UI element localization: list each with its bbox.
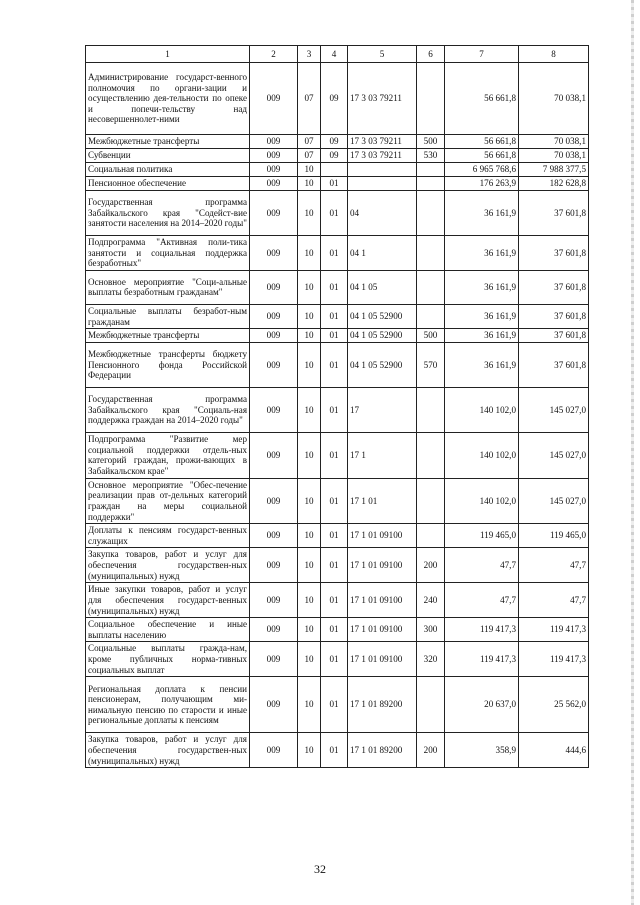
- row-amount-first-year: 140 102,0: [445, 433, 519, 479]
- row-subsection-code: 09: [321, 135, 348, 149]
- row-amount-first-year: 36 161,9: [445, 236, 519, 271]
- table-row: [86, 618, 589, 642]
- row-amount-first-year: 36 161,9: [445, 343, 519, 388]
- row-expense-type-code: 500: [417, 329, 445, 343]
- table-row: [86, 177, 589, 191]
- row-name: Межбюджетные трансферты: [86, 329, 250, 343]
- row-section-code: 10: [298, 270, 321, 304]
- row-subsection-code: 01: [321, 677, 348, 733]
- table-row: [86, 163, 589, 177]
- row-amount-first-year: 20 637,0: [445, 677, 519, 733]
- row-expense-type-code: [417, 478, 445, 524]
- row-section-code: 10: [298, 548, 321, 583]
- row-expense-type-code: [417, 677, 445, 733]
- row-amount-first-year: 140 102,0: [445, 478, 519, 524]
- row-amount-second-year: 119 417,3: [519, 642, 589, 677]
- row-name: Иные закупки товаров, работ и услуг для обеспечения государст-венных (муниципальных) нужд: [86, 583, 250, 618]
- row-section-code: 10: [298, 677, 321, 733]
- row-name: Основное мероприятие "Обес-печение реализации прав от-дельных категорий граждан на меры социальной поддержки": [86, 478, 250, 524]
- row-section-code: 10: [298, 388, 321, 433]
- row-name: Основное мероприятие "Соци-альные выплаты безработным гражданам": [86, 270, 250, 304]
- row-amount-first-year: 47,7: [445, 583, 519, 618]
- row-amount-first-year: 176 263,9: [445, 177, 519, 191]
- row-amount-second-year: 70 038,1: [519, 149, 589, 163]
- row-target-code: 17 1 01 09100: [348, 642, 417, 677]
- row-target-code: 17 1 01 09100: [348, 583, 417, 618]
- row-ministry-code: 009: [250, 343, 298, 388]
- row-target-code: 04 1 05 52900: [348, 329, 417, 343]
- row-target-code: 17 1 01 09100: [348, 618, 417, 642]
- row-ministry-code: 009: [250, 583, 298, 618]
- row-amount-first-year: 56 661,8: [445, 149, 519, 163]
- row-target-code: 17 1 01 89200: [348, 677, 417, 733]
- row-amount-first-year: 358,9: [445, 733, 519, 768]
- row-ministry-code: 009: [250, 191, 298, 236]
- row-ministry-code: 009: [250, 236, 298, 271]
- row-section-code: 10: [298, 642, 321, 677]
- row-target-code: 17: [348, 388, 417, 433]
- table-row: [86, 433, 589, 479]
- row-amount-second-year: 182 628,8: [519, 177, 589, 191]
- row-name: Социальные выплаты безработ-ным гражданам: [86, 304, 250, 328]
- row-ministry-code: 009: [250, 270, 298, 304]
- page-scan-edge: [631, 0, 634, 905]
- row-subsection-code: 01: [321, 524, 348, 548]
- row-ministry-code: 009: [250, 304, 298, 328]
- row-ministry-code: 009: [250, 478, 298, 524]
- row-name: Субвенции: [86, 149, 250, 163]
- row-name: Социальное обеспечение и иные выплаты населению: [86, 618, 250, 642]
- header-col-7: 7: [445, 46, 519, 63]
- table-row: [86, 642, 589, 677]
- row-amount-second-year: 47,7: [519, 548, 589, 583]
- row-ministry-code: 009: [250, 642, 298, 677]
- row-name: Межбюджетные трансферты: [86, 135, 250, 149]
- header-col-5: 5: [348, 46, 417, 63]
- row-amount-first-year: 119 417,3: [445, 618, 519, 642]
- row-amount-second-year: 25 562,0: [519, 677, 589, 733]
- row-expense-type-code: 530: [417, 149, 445, 163]
- row-subsection-code: 01: [321, 236, 348, 271]
- row-section-code: 10: [298, 478, 321, 524]
- table-row: [86, 270, 589, 304]
- row-subsection-code: 01: [321, 478, 348, 524]
- table-row: [86, 329, 589, 343]
- row-expense-type-code: [417, 388, 445, 433]
- row-amount-second-year: 145 027,0: [519, 478, 589, 524]
- row-ministry-code: 009: [250, 433, 298, 479]
- row-expense-type-code: 300: [417, 618, 445, 642]
- row-section-code: 07: [298, 63, 321, 135]
- row-amount-first-year: 119 417,3: [445, 642, 519, 677]
- table-row: [86, 191, 589, 236]
- row-amount-first-year: 36 161,9: [445, 304, 519, 328]
- row-target-code: 04 1 05: [348, 270, 417, 304]
- row-name: Государственная программа Забайкальского края "Содейст-вие занятости населения на 2014–2020 годы": [86, 191, 250, 236]
- row-target-code: 17 1: [348, 433, 417, 479]
- row-section-code: 10: [298, 177, 321, 191]
- row-ministry-code: 009: [250, 618, 298, 642]
- row-subsection-code: [321, 163, 348, 177]
- row-section-code: 07: [298, 149, 321, 163]
- row-ministry-code: 009: [250, 135, 298, 149]
- header-col-3: 3: [298, 46, 321, 63]
- row-section-code: 10: [298, 236, 321, 271]
- row-expense-type-code: [417, 63, 445, 135]
- row-name: Социальные выплаты гражда-нам, кроме публичных норма-тивных социальных выплат: [86, 642, 250, 677]
- table-row: [86, 63, 589, 135]
- row-name: Подпрограмма "Развитие мер социальной поддержки отдель-ных категорий граждан, прожи-вающих в Забайкальском крае": [86, 433, 250, 479]
- row-target-code: 17 3 03 79211: [348, 135, 417, 149]
- row-ministry-code: 009: [250, 548, 298, 583]
- table-row: [86, 524, 589, 548]
- header-col-8: 8: [519, 46, 589, 63]
- row-amount-second-year: 70 038,1: [519, 135, 589, 149]
- row-amount-second-year: 145 027,0: [519, 433, 589, 479]
- row-target-code: [348, 163, 417, 177]
- row-amount-first-year: 47,7: [445, 548, 519, 583]
- row-ministry-code: 009: [250, 149, 298, 163]
- budget-table: [85, 45, 589, 768]
- row-section-code: 10: [298, 583, 321, 618]
- row-expense-type-code: 570: [417, 343, 445, 388]
- page-number: 32: [314, 862, 326, 876]
- row-target-code: 17 1 01 09100: [348, 548, 417, 583]
- table-row: [86, 478, 589, 524]
- table-header-row: [86, 46, 589, 63]
- row-subsection-code: 01: [321, 583, 348, 618]
- row-amount-second-year: 37 601,8: [519, 304, 589, 328]
- row-subsection-code: 01: [321, 548, 348, 583]
- row-target-code: 17 3 03 79211: [348, 63, 417, 135]
- row-name: Закупка товаров, работ и услуг для обеспечения государствен-ных (муниципальных) нужд: [86, 548, 250, 583]
- row-expense-type-code: 240: [417, 583, 445, 618]
- row-section-code: 10: [298, 329, 321, 343]
- table-row: [86, 135, 589, 149]
- row-amount-first-year: 36 161,9: [445, 270, 519, 304]
- row-amount-second-year: 47,7: [519, 583, 589, 618]
- row-name: Государственная программа Забайкальского края "Социаль-ная поддержка граждан на 2014–2020 годы": [86, 388, 250, 433]
- row-section-code: 07: [298, 135, 321, 149]
- row-name: Пенсионное обеспечение: [86, 177, 250, 191]
- row-section-code: 10: [298, 433, 321, 479]
- row-amount-first-year: 140 102,0: [445, 388, 519, 433]
- row-ministry-code: 009: [250, 524, 298, 548]
- row-name: Закупка товаров, работ и услуг для обеспечения государствен-ных (муниципальных) нужд: [86, 733, 250, 768]
- row-name: Подпрограмма "Активная поли-тика занятости и социальная поддержка безработных": [86, 236, 250, 271]
- row-target-code: 04 1 05 52900: [348, 304, 417, 328]
- row-expense-type-code: 200: [417, 548, 445, 583]
- row-expense-type-code: [417, 236, 445, 271]
- row-name: Социальная политика: [86, 163, 250, 177]
- row-subsection-code: 09: [321, 63, 348, 135]
- row-section-code: 10: [298, 304, 321, 328]
- row-expense-type-code: 500: [417, 135, 445, 149]
- table-row: [86, 343, 589, 388]
- row-amount-second-year: 37 601,8: [519, 191, 589, 236]
- row-amount-second-year: 119 465,0: [519, 524, 589, 548]
- header-col-1: 1: [86, 46, 250, 63]
- row-subsection-code: 01: [321, 618, 348, 642]
- row-section-code: 10: [298, 343, 321, 388]
- row-subsection-code: 01: [321, 304, 348, 328]
- row-expense-type-code: [417, 163, 445, 177]
- row-subsection-code: 01: [321, 191, 348, 236]
- row-amount-first-year: 36 161,9: [445, 191, 519, 236]
- row-subsection-code: 01: [321, 329, 348, 343]
- row-ministry-code: 009: [250, 677, 298, 733]
- table-row: [86, 304, 589, 328]
- row-subsection-code: 01: [321, 177, 348, 191]
- row-amount-second-year: 7 988 377,5: [519, 163, 589, 177]
- row-amount-first-year: 6 965 768,6: [445, 163, 519, 177]
- row-amount-second-year: 444,6: [519, 733, 589, 768]
- row-target-code: 17 1 01: [348, 478, 417, 524]
- row-target-code: 04 1: [348, 236, 417, 271]
- row-expense-type-code: 200: [417, 733, 445, 768]
- header-col-2: 2: [250, 46, 298, 63]
- table-row: [86, 677, 589, 733]
- row-expense-type-code: [417, 177, 445, 191]
- row-expense-type-code: [417, 433, 445, 479]
- row-amount-second-year: 37 601,8: [519, 236, 589, 271]
- budget-table-body: [86, 46, 589, 768]
- row-expense-type-code: [417, 270, 445, 304]
- row-expense-type-code: [417, 191, 445, 236]
- row-ministry-code: 009: [250, 63, 298, 135]
- row-expense-type-code: 320: [417, 642, 445, 677]
- table-row: [86, 583, 589, 618]
- row-section-code: 10: [298, 618, 321, 642]
- row-name: Региональная доплата к пенсии пенсионерам, получающим ми-нимальную пенсию по старости и иные региональные доплаты к пенсиям: [86, 677, 250, 733]
- row-section-code: 10: [298, 524, 321, 548]
- row-subsection-code: 01: [321, 733, 348, 768]
- row-name: Доплаты к пенсиям государст-венных служащих: [86, 524, 250, 548]
- row-section-code: 10: [298, 733, 321, 768]
- row-amount-second-year: 70 038,1: [519, 63, 589, 135]
- row-target-code: 04 1 05 52900: [348, 343, 417, 388]
- row-amount-second-year: 37 601,8: [519, 329, 589, 343]
- row-amount-second-year: 145 027,0: [519, 388, 589, 433]
- row-subsection-code: 01: [321, 270, 348, 304]
- row-section-code: 10: [298, 163, 321, 177]
- row-name: Межбюджетные трансферты бюджету Пенсионного фонда Российской Федерации: [86, 343, 250, 388]
- row-amount-second-year: 119 417,3: [519, 618, 589, 642]
- row-subsection-code: 01: [321, 343, 348, 388]
- row-ministry-code: 009: [250, 388, 298, 433]
- row-expense-type-code: [417, 524, 445, 548]
- row-amount-second-year: 37 601,8: [519, 270, 589, 304]
- row-target-code: 17 3 03 79211: [348, 149, 417, 163]
- row-amount-first-year: 56 661,8: [445, 63, 519, 135]
- row-ministry-code: 009: [250, 163, 298, 177]
- row-subsection-code: 01: [321, 388, 348, 433]
- row-target-code: 17 1 01 09100: [348, 524, 417, 548]
- row-expense-type-code: [417, 304, 445, 328]
- row-amount-first-year: 36 161,9: [445, 329, 519, 343]
- row-ministry-code: 009: [250, 329, 298, 343]
- header-col-6: 6: [417, 46, 445, 63]
- table-row: [86, 388, 589, 433]
- row-amount-first-year: 119 465,0: [445, 524, 519, 548]
- row-section-code: 10: [298, 191, 321, 236]
- table-row: [86, 149, 589, 163]
- row-amount-second-year: 37 601,8: [519, 343, 589, 388]
- row-name: Администрирование государст-венного полномочия по органи-зации и осуществлению дея-тельности по опеке и попечи-тельству над несовершеннолет-ними: [86, 63, 250, 135]
- row-target-code: 04: [348, 191, 417, 236]
- table-row: [86, 548, 589, 583]
- row-subsection-code: 09: [321, 149, 348, 163]
- row-target-code: [348, 177, 417, 191]
- row-ministry-code: 009: [250, 177, 298, 191]
- row-subsection-code: 01: [321, 433, 348, 479]
- row-ministry-code: 009: [250, 733, 298, 768]
- table-row: [86, 733, 589, 768]
- row-target-code: 17 1 01 89200: [348, 733, 417, 768]
- row-amount-first-year: 56 661,8: [445, 135, 519, 149]
- header-col-4: 4: [321, 46, 348, 63]
- table-row: [86, 236, 589, 271]
- row-subsection-code: 01: [321, 642, 348, 677]
